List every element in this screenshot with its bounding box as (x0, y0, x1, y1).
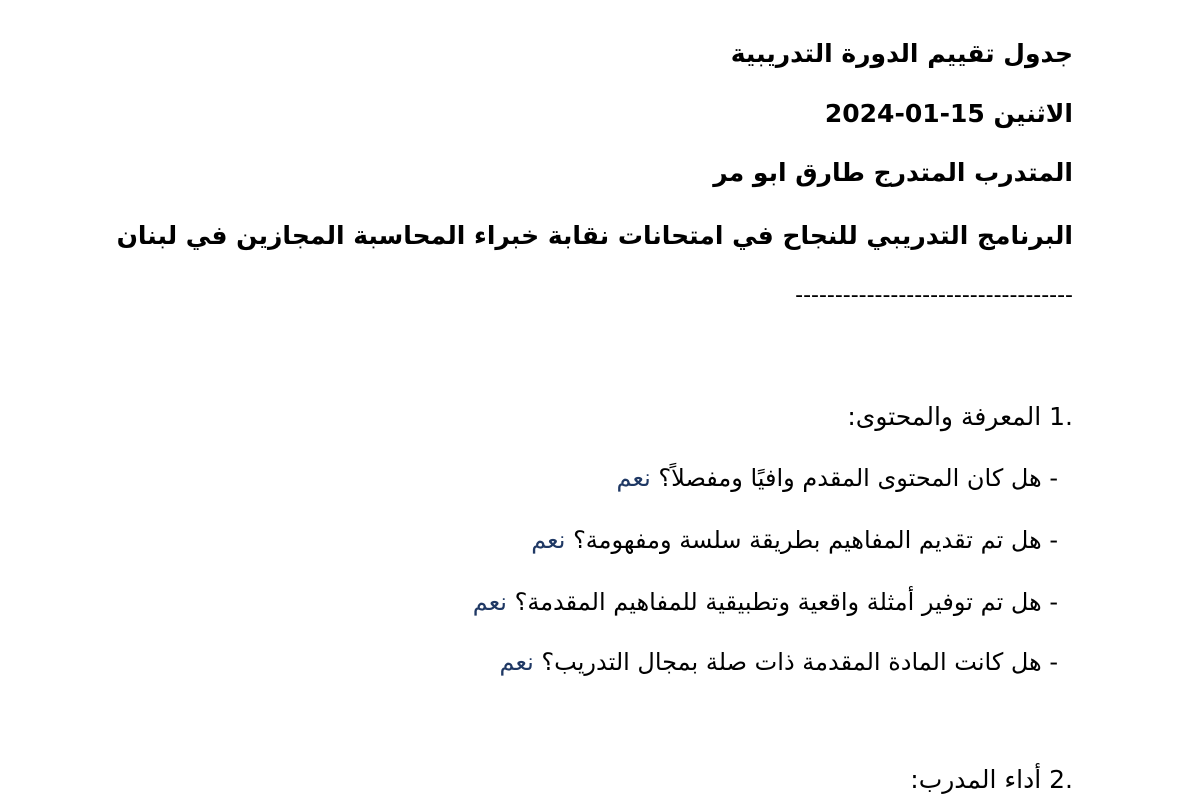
section-heading-knowledge (847, 401, 1073, 433)
answer-text: نعم (616, 464, 651, 492)
question-item (531, 524, 1058, 556)
answer-text: نعم (531, 526, 566, 554)
answer-text: نعم (499, 648, 534, 676)
document-date: الاثنين 15-01-2024 (824, 99, 1073, 128)
document-title: جدول تقييم الدورة التدريبية (730, 39, 1073, 68)
trainee-name: المتدرب المتدرج طارق ابو مر (713, 158, 1073, 187)
section-title: المعرفة والمحتوى: (847, 402, 1042, 431)
program-title: البرنامج التدريبي للنجاح في امتحانات نقابة خبراء المحاسبة المجازين في لبنان (116, 221, 1073, 250)
question-text: - هل كانت المادة المقدمة ذات صلة بمجال التدريب؟ (533, 648, 1058, 676)
question-item (617, 462, 1058, 494)
question-text: - هل تم توفير أمثلة واقعية وتطبيقية للمفاهيم المقدمة؟ (506, 588, 1058, 616)
section-number: 1. (1049, 402, 1073, 431)
question-item (500, 646, 1058, 678)
section-heading-trainer (910, 764, 1073, 796)
section-title: أداء المدرب: (910, 765, 1042, 794)
answer-text: نعم (472, 588, 507, 616)
question-item (473, 586, 1058, 618)
section-number: 2. (1049, 765, 1073, 794)
separator-line: ----------------------------------- (795, 283, 1073, 308)
question-text: - هل تم تقديم المفاهيم بطريقة سلسة ومفهومة؟ (565, 526, 1058, 554)
question-text: - هل كان المحتوى المقدم وافيًا ومفصلاً؟ (650, 464, 1058, 492)
